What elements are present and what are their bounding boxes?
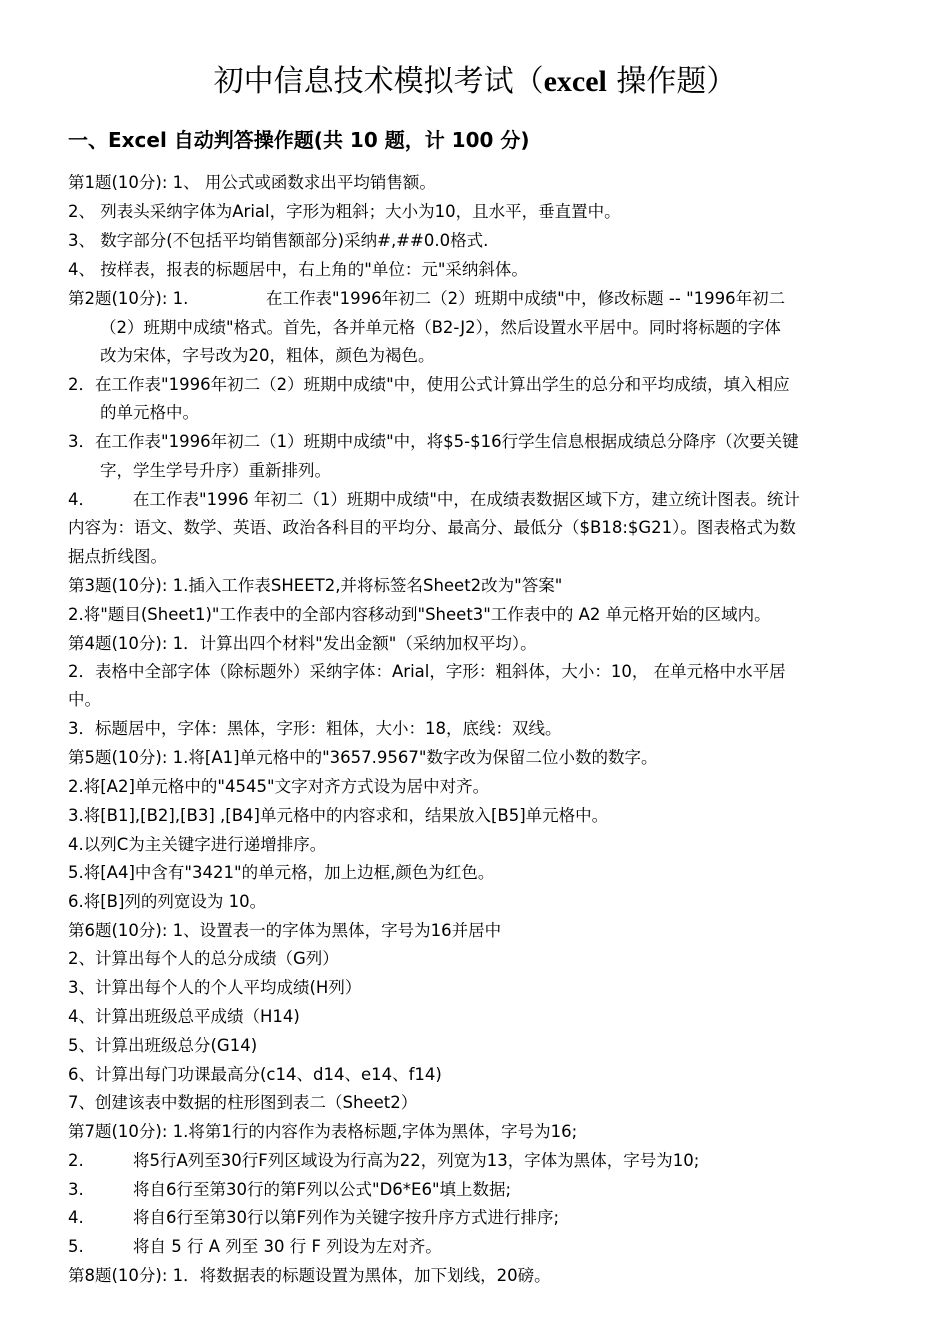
q8-line-1: 第8题(10分): 1．将数据表的标题设置为黑体，加下划线，20磅。 — [68, 1266, 551, 1285]
q5-line-6: 6.将[B]列的列宽设为 10。 — [68, 892, 267, 911]
q4-line-4: 3．标题居中，字体：黑体，字形：粗体，大小：18，底线：双线。 — [68, 719, 562, 738]
q7-item2-label: 2. — [68, 1151, 84, 1170]
section-heading: 一、Excel 自动判答操作题(共 10 题，计 100 分) — [68, 128, 530, 152]
q6-line-5: 5、计算出班级总分(G14) — [68, 1036, 258, 1055]
q3-line-1: 第3题(10分): 1.插入工作表SHEET2,并将标签名Sheet2改为"答案" — [68, 576, 563, 595]
q5-line-5: 5.将[A4]中含有"3421"的单元格，加上边框,颜色为红色。 — [68, 863, 495, 882]
q5-line-4: 4.以列C为主关键字进行递增排序。 — [68, 835, 327, 854]
q2-line-4: 2．在工作表"1996年初二（2）班期中成绩"中，使用公式计算出学生的总分和平均成绩，填入相应 — [68, 375, 790, 394]
q6-line-3: 3、计算出每个人的个人平均成绩(H列） — [68, 978, 362, 997]
q1-line-3: 3、 数字部分(不包括平均销售额部分)采纳#,##0.0格式. — [68, 231, 489, 250]
title-english: excel — [543, 65, 607, 98]
q7-line-5: 将自 5 行 A 列至 30 行 F 列设为左对齐。 — [133, 1237, 442, 1256]
q6-line-6: 6、计算出每门功课最高分(c14、d14、e14、f14) — [68, 1065, 442, 1084]
q6-line-1: 第6题(10分): 1、设置表一的字体为黑体，字号为16并居中 — [68, 921, 502, 940]
q2-label: 第2题(10分): 1. — [68, 289, 189, 308]
q1-line-2: 2、 列表头采纳字体为Arial，字形为粗斜；大小为10，且水平，垂直置中。 — [68, 202, 621, 221]
q4-line-2: 2．表格中全部字体（除标题外）采纳字体：Arial，字形：粗斜体，大小：10， 在单元格中水平居 — [68, 662, 786, 681]
q4-line-3: 中。 — [68, 690, 101, 709]
q6-line-7: 7、创建该表中数据的柱形图到表二（Sheet2） — [68, 1093, 418, 1112]
q7-line-4: 将自6行至第30行以第F列作为关键字按升序方式进行排序; — [133, 1208, 560, 1227]
title-suffix: 操作题） — [606, 64, 737, 99]
q2-line-2: （2）班期中成绩"格式。首先，各并单元格（B2-J2），然后设置水平居中。同时将标题的字体 — [100, 318, 781, 337]
q1-line-1: 第1题(10分): 1、 用公式或函数求出平均销售额。 — [68, 173, 436, 192]
q7-item3-label: 3. — [68, 1180, 84, 1199]
q1-line-4: 4、 按样表，报表的标题居中，右上角的"单位：元"采纳斜体。 — [68, 260, 528, 279]
q2-line-9: 内容为：语文、数学、英语、政治各科目的平均分、最高分、最低分（$B18:$G21）。图表格式为数 — [68, 518, 796, 537]
document-title — [0, 62, 950, 102]
q2-line-1: 在工作表"1996年初二（2）班期中成绩"中，修改标题 -- "1996年初二 — [266, 289, 786, 308]
q7-item4-label: 4. — [68, 1208, 84, 1227]
q7-line-2: 将5行A列至30行F列区域设为行高为22，列宽为13，字体为黑体，字号为10; — [133, 1151, 700, 1170]
q2-line-8: 在工作表"1996 年初二（1）班期中成绩"中，在成绩表数据区域下方，建立统计图表。统计 — [133, 490, 800, 509]
q6-line-4: 4、计算出班级总平成绩（H14) — [68, 1007, 300, 1026]
q2-line-10: 据点折线图。 — [68, 547, 167, 566]
q2-line-6: 3．在工作表"1996年初二（1）班期中成绩"中，将$5-$16行学生信息根据成绩总分降序（次要关键 — [68, 432, 799, 451]
q7-line-1: 第7题(10分): 1.将第1行的内容作为表格标题,字体为黑体，字号为16; — [68, 1122, 578, 1141]
q2-line-7: 字，学生学号升序）重新排列。 — [100, 461, 331, 480]
title-prefix: 初中信息技术模拟考试（ — [213, 64, 544, 99]
q5-line-3: 3.将[B1],[B2],[B3] ,[B4]单元格中的内容求和，结果放入[B5]单元格中。 — [68, 806, 609, 825]
q2-item4-label: 4． — [68, 490, 95, 509]
q3-line-2: 2.将"题目(Sheet1)"工作表中的全部内容移动到"Sheet3"工作表中的 A2 单元格开始的区域内。 — [68, 605, 771, 624]
q4-line-1: 第4题(10分): 1．计算出四个材料"发出金额"（采纳加权平均）。 — [68, 634, 537, 653]
q6-line-2: 2、计算出每个人的总分成绩（G列） — [68, 949, 339, 968]
q5-line-1: 第5题(10分): 1.将[A1]单元格中的"3657.9567"数字改为保留二位小数的数字。 — [68, 748, 658, 767]
q7-line-3: 将自6行至第30行的第F列以公式"D6*E6"填上数据; — [133, 1180, 512, 1199]
q2-line-3: 改为宋体，字号改为20，粗体，颜色为褐色。 — [100, 346, 435, 365]
q2-line-5: 的单元格中。 — [100, 403, 199, 422]
q5-line-2: 2.将[A2]单元格中的"4545"文字对齐方式设为居中对齐。 — [68, 777, 490, 796]
q7-item5-label: 5. — [68, 1237, 84, 1256]
